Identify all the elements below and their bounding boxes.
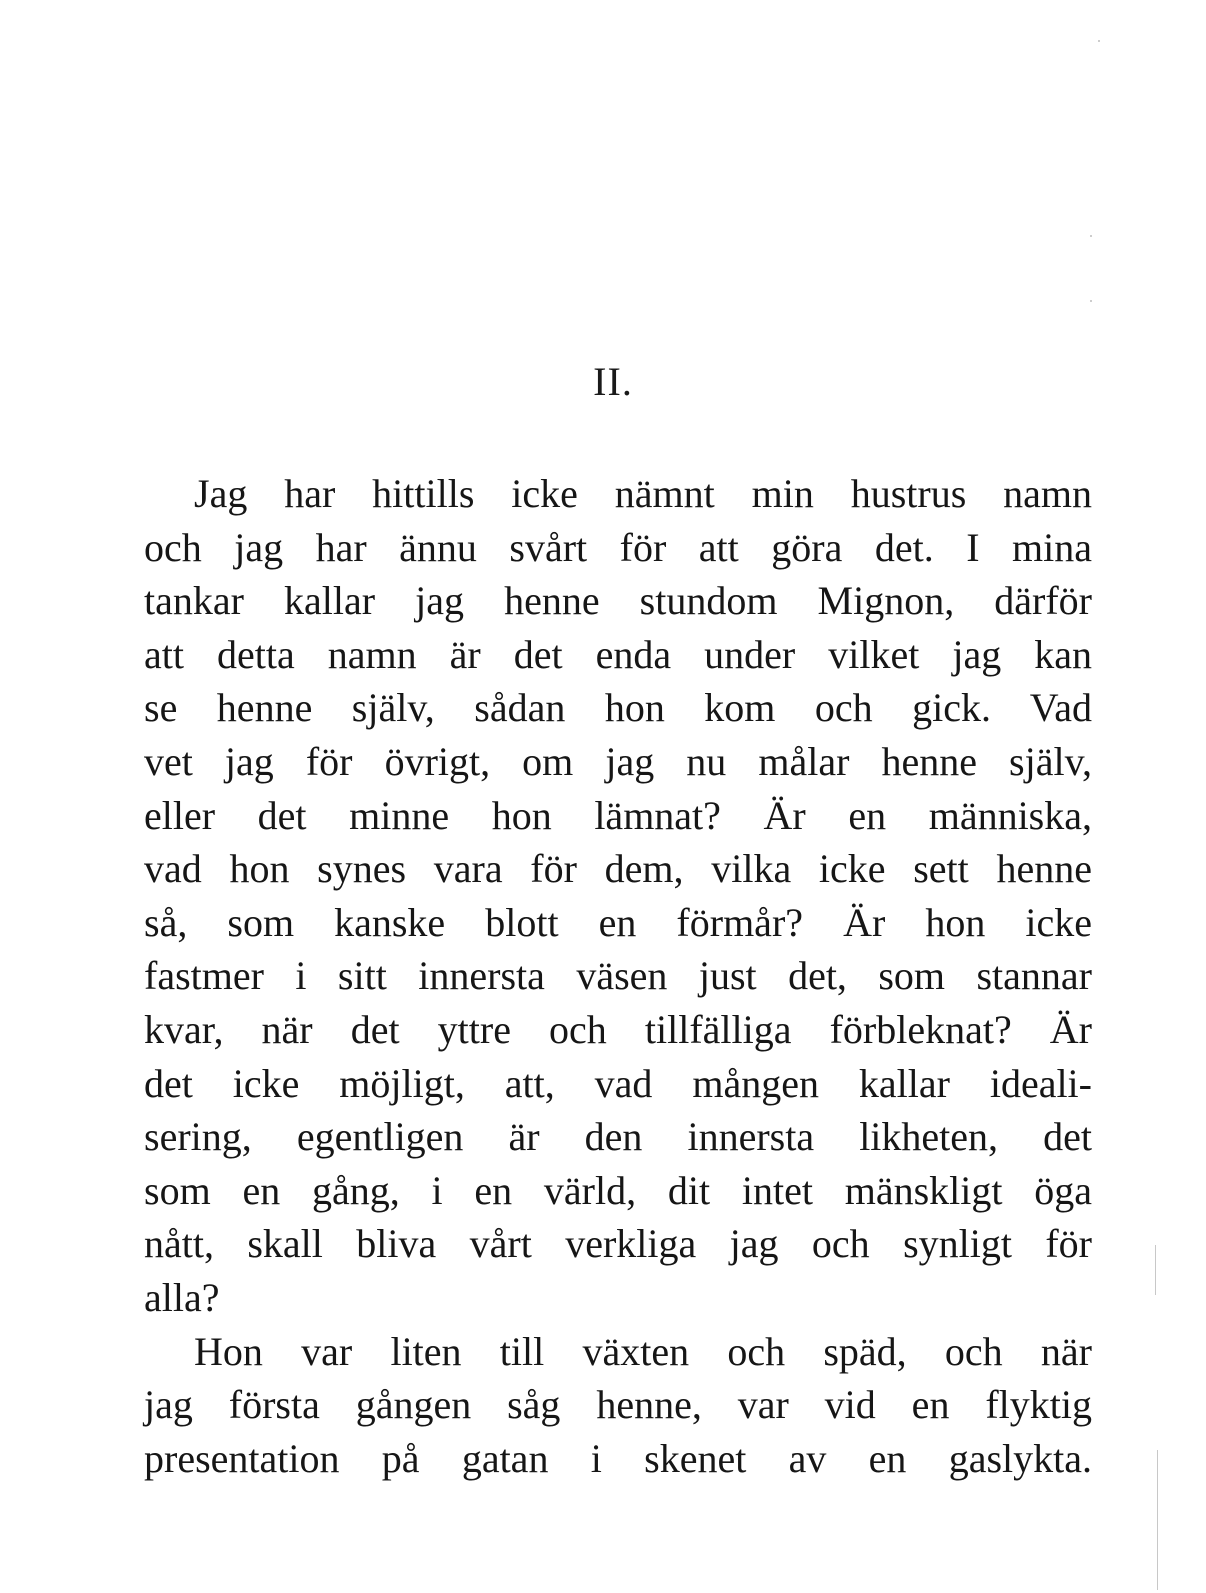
chapter-text — [144, 467, 1092, 1485]
text-line: jag första gången såg henne, var vid en flyktig — [144, 1382, 1092, 1428]
text-line: kvar, när det yttre och tillfälliga förbleknat? Är — [144, 1006, 1092, 1052]
text-line: och jag har ännu svårt för att göra det. I mina — [144, 524, 1092, 570]
text-line: se henne själv, sådan hon kom och gick. Vad — [144, 685, 1092, 731]
text-line: eller det minne hon lämnat? Är en människa, — [144, 792, 1092, 838]
text-line: det icke möjligt, att, vad mången kallar ideali- — [144, 1060, 1092, 1106]
scan-artifact — [1090, 300, 1092, 302]
text-line: Jag har hittills icke nämnt min hustrus namn — [194, 471, 1092, 516]
text-line: så, som kanske blott en förmår? Är hon icke — [144, 899, 1092, 945]
text-line: att detta namn är det enda under vilket jag kan — [144, 631, 1092, 677]
scan-artifact — [1090, 235, 1092, 237]
text-line: presentation på gatan i skenet av en gaslykta. — [144, 1435, 1092, 1481]
text-line: nått, skall bliva vårt verkliga jag och synligt för — [144, 1221, 1092, 1267]
text-line: alla? — [144, 1274, 220, 1320]
text-line: vet jag för övrigt, om jag nu målar henne själv, — [144, 738, 1092, 784]
text-line: tankar kallar jag henne stundom Mignon, därför — [144, 578, 1092, 624]
paragraph-2 — [144, 1325, 1092, 1486]
scan-artifact — [1155, 1245, 1156, 1295]
text-line: som en gång, i en värld, dit intet mänskligt öga — [144, 1167, 1092, 1213]
text-line: vad hon synes vara för dem, vilka icke sett henne — [144, 846, 1092, 892]
text-line: fastmer i sitt innersta väsen just det, som stannar — [144, 953, 1092, 999]
chapter-heading: II. — [593, 359, 633, 404]
text-line: sering, egentligen är den innersta likheten, det — [144, 1114, 1092, 1160]
text-line: Hon var liten till växten och späd, och när — [194, 1328, 1092, 1374]
scan-artifact — [1098, 40, 1100, 42]
paragraph-1 — [144, 467, 1092, 1325]
scan-artifact — [1157, 1450, 1158, 1590]
